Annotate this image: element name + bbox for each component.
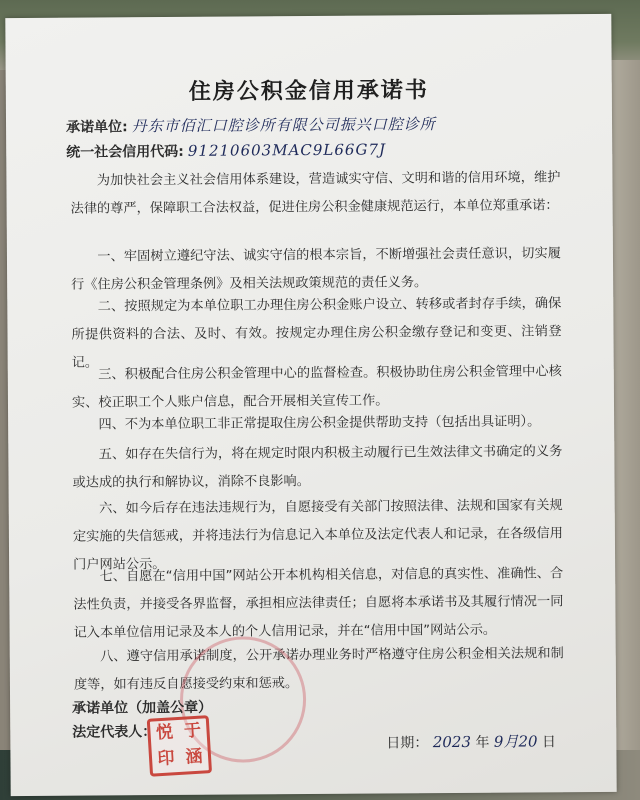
date-year-handwritten: 2023	[432, 732, 472, 752]
paragraph-intro: 为加快社会主义社会信用体系建设，营造诚实守信、文明和谐的信用环境，维护法律的尊严，保障职工合法权益，促进住房公积金健康规范运行，本单位郑重承诺：	[70, 170, 561, 217]
paragraph-4: 四、不为本单位职工非正常提取住房公积金提供帮助支持（包括出具证明）。	[98, 414, 541, 433]
day-char: 日	[541, 734, 557, 751]
date-row	[386, 730, 556, 752]
year-char: 年	[475, 734, 490, 751]
credit-code-value-handwritten: 91210603MAC9L66G7J	[187, 140, 387, 160]
document-page	[5, 14, 616, 796]
credit-code-field	[66, 139, 386, 161]
unit-label: 承诺单位:	[66, 119, 128, 136]
paragraph-3: 三、积极配合住房公积金管理中心的监督检查。积极协助住房公积金管理中心核实、校正职工个人账户信息，配合开展相关宣传工作。	[71, 364, 562, 411]
unit-value-handwritten: 丹东市佰汇口腔诊所有限公司振兴口腔诊所	[131, 115, 436, 136]
unit-field	[66, 113, 436, 137]
seal-char-1: 悦	[155, 722, 174, 744]
date-month-day-handwritten: 9月20	[493, 732, 538, 751]
seal-char-4: 涵	[184, 746, 204, 768]
paragraph-5: 五、如存在失信行为，将在规定时限内积极主动履行已生效法律文书确定的义务或达成的执行和解协议，消除不良影响。	[72, 444, 563, 491]
paragraph-8: 八、遵守信用承诺制度，公开承诺办理业务时严格遵守住房公积金相关法规和制度等，如有违反自愿接受约束和惩戒。	[73, 646, 564, 693]
personal-seal	[147, 715, 212, 777]
paragraph-1: 一、牢固树立遵纪守法、诚实守信的根本宗旨，不断增强社会责任意识，切实履行《住房公积金管理条例》及相关法规政策规范的责任义务。	[71, 246, 562, 293]
date-label: 日期：	[386, 735, 429, 752]
paragraph-7: 七、自愿在“信用中国”网站公开本机构相关信息，对信息的真实性、准确性、合法性负责，并接受各界监督，承担相应法律责任；自愿将本承诺书及其履行情况一同记入本单位信用记录及本人的个人信用记录，并在“信用中国”网站公示。	[73, 566, 564, 641]
seal-char-2: 于	[183, 720, 202, 742]
document-title: 住房公积金信用承诺书	[188, 78, 429, 105]
paragraph-2: 二、按照规定为本单位职工办理住房公积金账户设立、转移或者封存手续，确保所提供资料的合法、及时、有效。按规定办理住房公积金缴存登记和变更、注销登记。	[71, 296, 562, 371]
legal-representative-label: 法定代表人：	[72, 724, 157, 741]
credit-code-label: 统一社会信用代码:	[66, 143, 184, 161]
seal-char-3: 印	[157, 748, 176, 770]
paragraph-6: 六、如今后存在违法违规行为，自愿接受有关部门按照法律、法规和国家有关规定实施的失信惩戒，并将违法行为信息记入本单位及法定代表人和记录，在各级信用门户网站公示。	[72, 498, 563, 573]
seal-label: 承诺单位（加盖公章）	[72, 699, 213, 717]
